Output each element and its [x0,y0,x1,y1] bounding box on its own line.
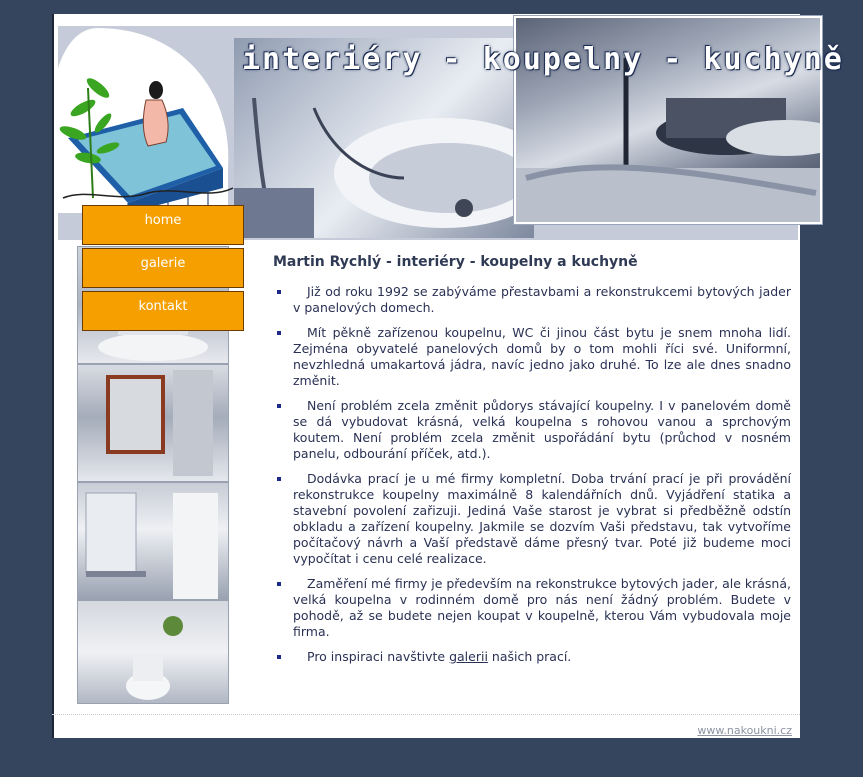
list-item: Není problém zcela změnit půdorys stávající koupelny. I v panelovém domě se dá vybudovat krásná, velká koupelna s rohovou vanou a sprchovým koutem. Není problém zcela změnit uspořádání bytu (průchod v nosném panelu, odbourání příček, atd.). [273,398,791,462]
banner-title: interiéry - koupelny - kuchyně [242,42,844,77]
main-content [273,254,791,674]
nav-kontakt-button[interactable]: kontakt [82,291,244,331]
list-item: Dodávka prací je u mé firmy kompletní. Doba trvání prací je při provádění rekonstrukce koupelny maximálně 8 kalendářních dnů. Vyjádření statika a stavební povolení zařizuji. Jediná Vaše starost je vybrat si předběžně odstín obkladu a zařízení koupelny. Jakmile se dozvím Vaši představu, tak vytvoříme počítačový návrh a Vaší představě dáme přesný tvar. Poté již budeme moci vypočítat i cenu celé realizace. [273,471,791,567]
content-list [273,284,791,665]
nav-galerie-button[interactable]: galerie [82,248,244,288]
bullet-icon [277,582,281,586]
nav-home-button[interactable]: home [82,205,244,245]
gallery-link[interactable]: galerii [449,649,488,664]
list-item: Pro inspiraci navštivte galerii našich prací. [273,649,791,665]
footer-credit-link[interactable]: www.nakoukni.cz [697,724,792,737]
photo-mirror [77,364,229,482]
photo-bathroom-shelf [77,482,229,600]
logo-bathtub-illustration [58,28,233,213]
bullet-icon [277,290,281,294]
page-container [52,14,844,738]
bullet-icon [277,404,281,408]
bullet-icon [277,331,281,335]
bullet-icon [277,655,281,659]
list-item: Zaměření mé firmy je především na rekonstrukce bytových jader, ale krásná, velká koupelna v rodinném domě pro nás není žádný problém. Budete v pohodě, až se budete nejen koupat v koupelně, kterou Vám vybudovala moje firma. [273,576,791,640]
list-item: Již od roku 1992 se zabýváme přestavbami a rekonstrukcemi bytových jader v panelových domech. [273,284,791,316]
photo-toilet [77,600,229,704]
bullet-icon [277,477,281,481]
page-title: Martin Rychlý - interiéry - koupelny a kuchyně [273,254,638,270]
list-item: Mít pěkně zařízenou koupelnu, WC či jinou část bytu je snem mnoha lidí. Zejména obyvatelé panelových domů by o tom mohli říci své. Uniformní, nevzhledná umakartová jádra, navíc jedno jako druhé. To lze ale dnes snadno změnit. [273,325,791,389]
footer-divider [52,714,800,715]
